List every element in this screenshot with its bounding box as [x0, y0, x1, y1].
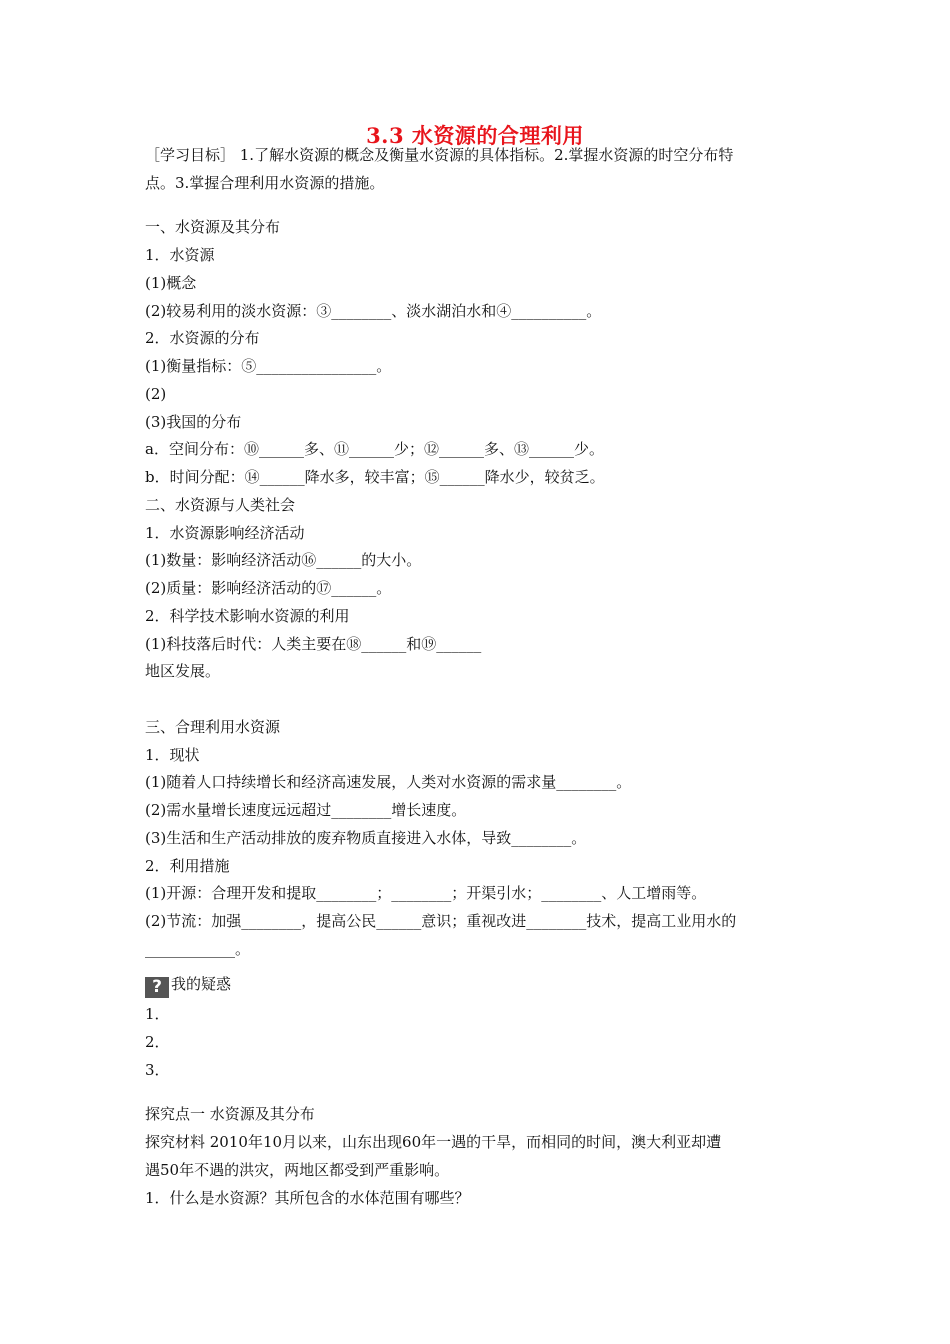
- text-line: (2): [145, 385, 167, 403]
- explore-point-heading: 探究点一 水资源及其分布: [145, 1105, 315, 1123]
- section-heading-3: 三、合理利用水资源: [145, 718, 281, 736]
- page-title: 3.3 水资源的合理利用: [366, 123, 584, 148]
- text-line: (2)节流：加强________，提高公民______意识；重视改进________技术，提高工业用水的: [145, 912, 737, 930]
- text-line: ____________。: [145, 940, 251, 958]
- text-line: 2．水资源的分布: [145, 329, 260, 347]
- section-heading-1: 一、水资源及其分布: [145, 218, 281, 236]
- text-line: 2．科学技术影响水资源的利用: [145, 607, 350, 625]
- text-line: (1)科技落后时代：人类主要在⑱______和⑲______: [145, 635, 482, 653]
- text-line: 2．利用措施: [145, 857, 230, 875]
- text-line: (1)数量：影响经济活动⑯______的大小。: [145, 551, 422, 569]
- text-line: a．空间分布：⑩______多、⑪______少；⑫______多、⑬______少。: [145, 440, 604, 458]
- text-line: (3)我国的分布: [145, 413, 242, 431]
- text-line: (2)质量：影响经济活动的⑰______。: [145, 579, 392, 597]
- text-line: 1．水资源: [145, 246, 215, 264]
- text-line: (2)需水量增长速度远远超过________增长速度。: [145, 801, 467, 819]
- text-line: 地区发展。: [145, 662, 221, 680]
- objectives-line-2: 点。3.掌握合理利用水资源的措施。: [145, 174, 385, 192]
- question-icon: ?: [145, 977, 169, 998]
- text-line: b．时间分配：⑭______降水多，较丰富；⑮______降水少，较贫乏。: [145, 468, 605, 486]
- text-line: (1)概念: [145, 274, 197, 292]
- text-line: (1)开源：合理开发和提取________；________；开渠引水；________、人工增雨等。: [145, 884, 707, 902]
- section-heading-2: 二、水资源与人类社会: [145, 496, 296, 514]
- text-line: (1)衡量指标：⑤________________。: [145, 357, 392, 375]
- doubt-item: 1．: [145, 1005, 170, 1023]
- explore-material-line-2: 遇50年不遇的洪灾，两地区都受到严重影响。: [145, 1161, 450, 1179]
- my-doubts-heading: [145, 974, 231, 998]
- text-line: 1．现状: [145, 746, 200, 764]
- doubt-item: 3．: [145, 1061, 170, 1079]
- text-line: (1)随着人口持续增长和经济高速发展，人类对水资源的需求量________。: [145, 773, 632, 791]
- doubt-item: 2．: [145, 1033, 170, 1051]
- text-line: (2)较易利用的淡水资源：③________、淡水湖泊水和④__________。: [145, 302, 602, 320]
- my-doubts-label: 我的疑惑: [171, 975, 232, 993]
- explore-material-line-1: 探究材料 2010年10月以来，山东出现60年一遇的干旱，而相同的时间，澳大利亚却遭: [145, 1133, 722, 1151]
- text-line: (3)生活和生产活动排放的废弃物质直接进入水体，导致________。: [145, 829, 587, 847]
- text-line: 1．水资源影响经济活动: [145, 524, 305, 542]
- objectives-line-1: ［学习目标］ 1.了解水资源的概念及衡量水资源的具体指标。2.掌握水资源的时空分布特: [145, 146, 734, 164]
- question-line: 1．什么是水资源？其所包含的水体范围有哪些？: [145, 1189, 470, 1207]
